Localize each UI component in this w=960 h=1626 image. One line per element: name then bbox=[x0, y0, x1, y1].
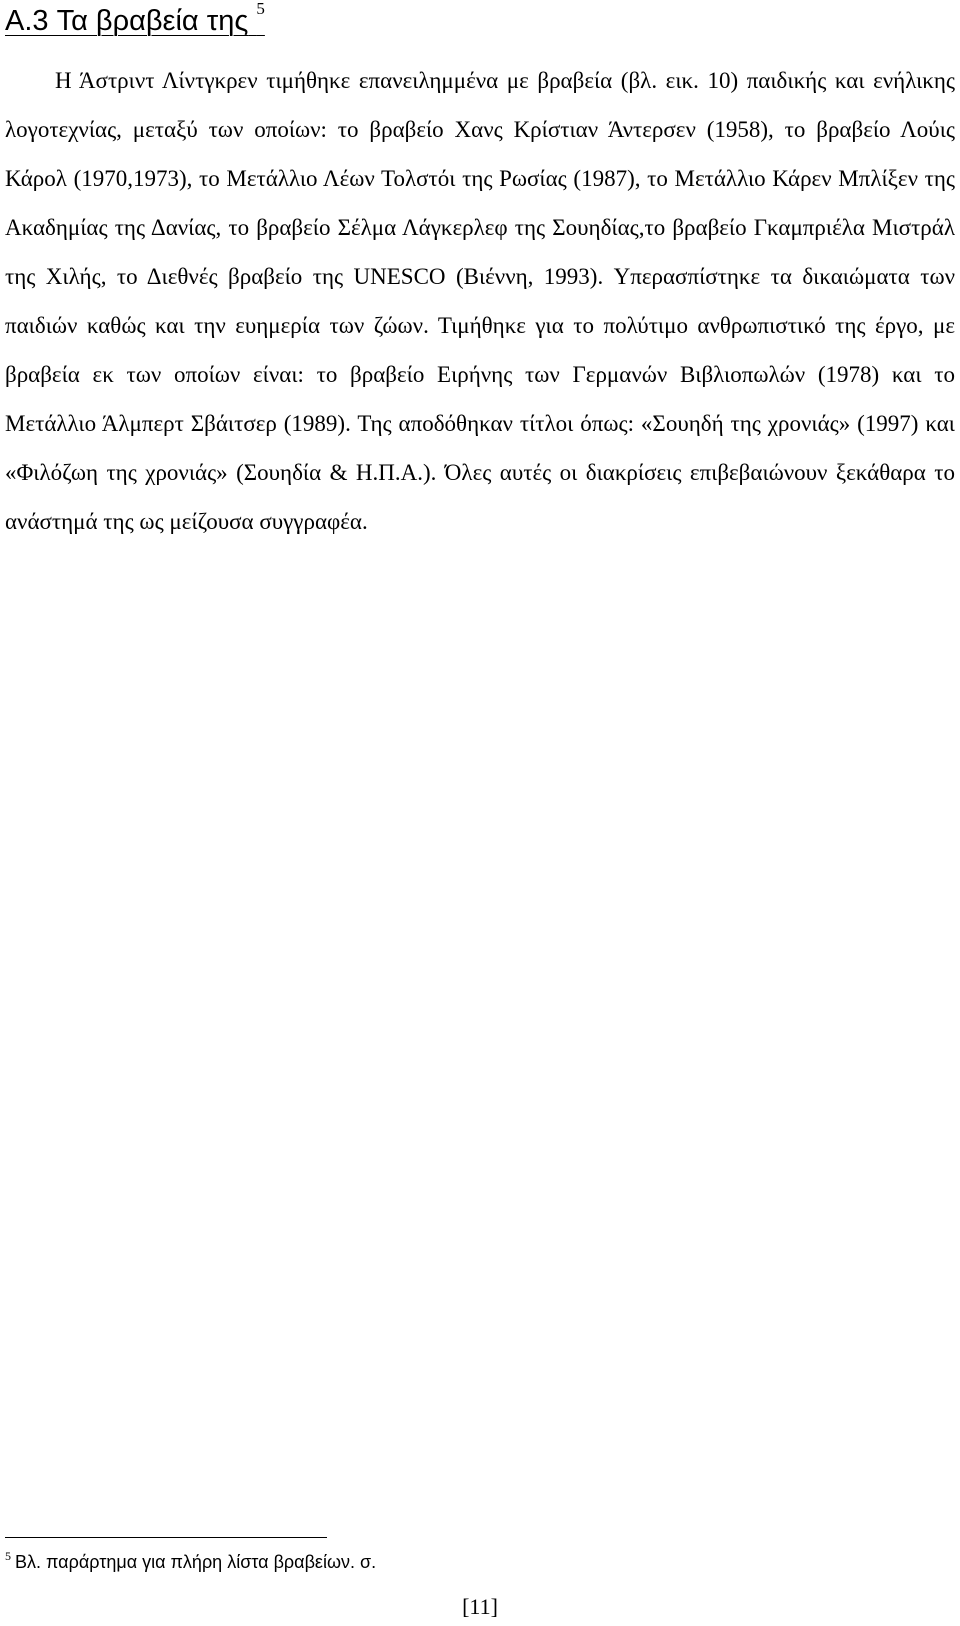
footnote-text: Βλ. παράρτημα για πλήρη λίστα βραβείων. σ. bbox=[15, 1552, 377, 1572]
footnote-divider bbox=[5, 1537, 327, 1538]
section-heading bbox=[5, 2, 265, 40]
footnote-number: 5 bbox=[5, 1549, 11, 1563]
body-paragraph: Η Άστριντ Λίντγκρεν τιμήθηκε επανειλημμένα με βραβεία (βλ. εικ. 10) παιδικής και ενήλικης λογοτεχνίας, μεταξύ των οποίων: το βραβείο Χανς Κρίστιαν Άντερσεν (1958), το βραβείο Λούις Κάρολ (1970,1973), το Μετάλλιο Λέων Τολστόι της Ρωσίας (1987), το Μετάλλιο Κάρεν Μπλίξεν της Ακαδημίας της Δανίας, το βραβείο Σέλμα Λάγκερλεφ της Σουηδίας,το βραβείο Γκαμπριέλα Μιστράλ της Χιλής, το Διεθνές βραβείο της UNESCO (Βιέννη, 1993). Υπερασπίστηκε τα δικαιώματα των παιδιών καθώς και την ευημερία των ζώων. Τιμήθηκε για το πολύτιμο ανθρωπιστικό της έργο, με βραβεία εκ των οποίων είναι: το βραβείο Ειρήνης των Γερμανών Βιβλιοπωλών (1978) και το Μετάλλιο Άλμπερτ Σβάιτσερ (1989). Της αποδόθηκαν τίτλοι όπως: «Σουηδή της χρονιάς» (1997) και «Φιλόζωη της χρονιάς» (Σουηδία & Η.Π.Α.). Όλες αυτές οι διακρίσεις επιβεβαιώνουν ξεκάθαρα το ανάστημά της ως μείζουσα συγγραφέα. bbox=[5, 68, 955, 534]
page-number: [11] bbox=[462, 1594, 498, 1619]
section-heading-text: A.3 Τα βραβεία της bbox=[5, 5, 249, 37]
footnote bbox=[5, 1550, 376, 1574]
heading-footnote-ref: 5 bbox=[256, 0, 265, 18]
